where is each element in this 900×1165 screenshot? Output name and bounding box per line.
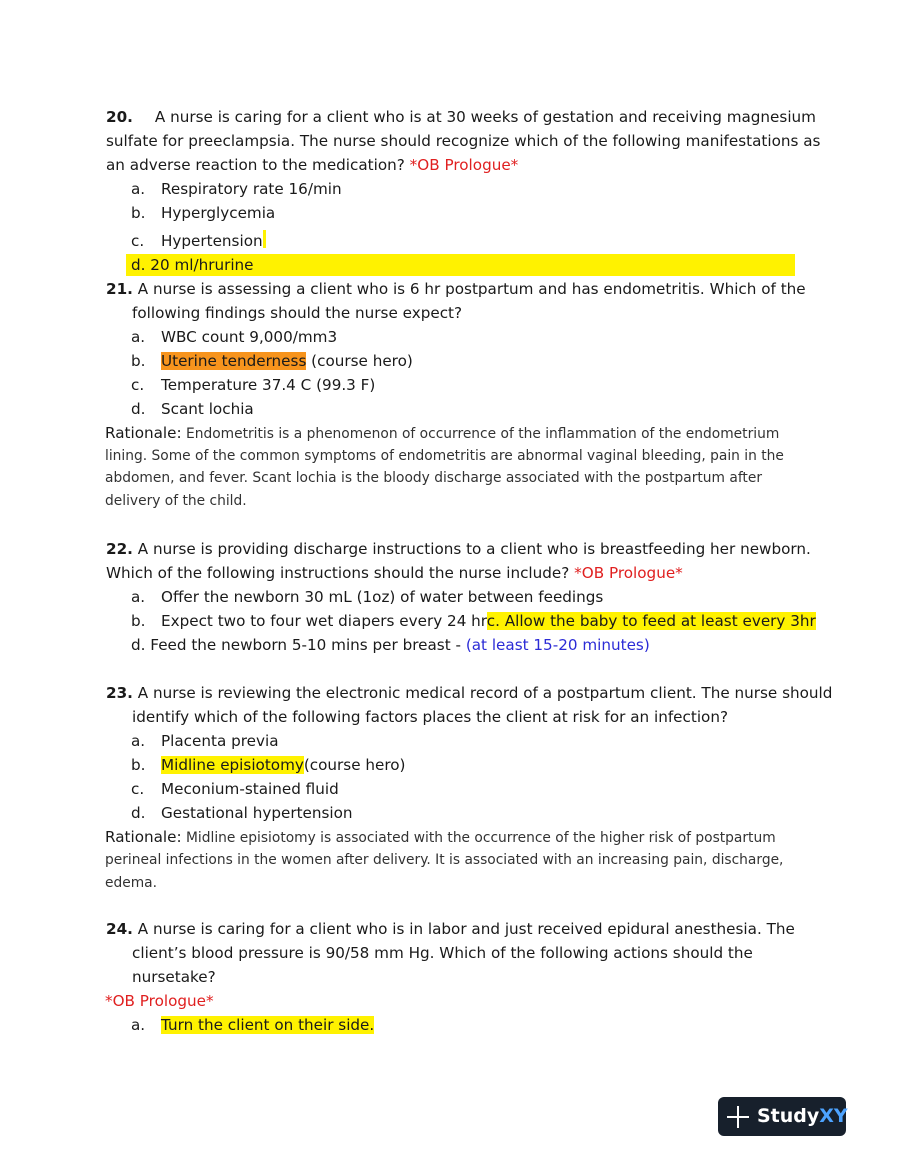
option-text: WBC count 9,000/mm3: [161, 328, 338, 346]
option-text: Expect two to four wet diapers every 24 hr: [161, 612, 487, 630]
q20-option-c: [131, 230, 266, 252]
q22-option-d: [131, 634, 650, 656]
q20-option-a: [131, 178, 342, 200]
q22-line2: [106, 562, 683, 584]
q20-answer-line: d. 20 ml/hrurine: [131, 256, 254, 274]
rationale-text: Midline episiotomy is associated with the occurrence of the higher risk of postpartum: [181, 830, 776, 846]
option-letter: c.: [131, 232, 145, 250]
q23-option-b: [131, 754, 405, 776]
q21-option-d: [131, 398, 254, 420]
option-letter: a.: [131, 732, 146, 750]
q22-line1: [106, 538, 811, 560]
q23-rationale-1: [105, 826, 776, 849]
option-text-highlighted: Turn the client on their side.: [161, 1016, 375, 1034]
rationale-text: Endometritis is a phenomenon of occurrence of the inflammation of the endometrium: [181, 426, 780, 442]
q24-tag: *OB Prologue*: [105, 992, 214, 1010]
q21-rationale-4: delivery of the child.: [105, 493, 247, 509]
q22-text-2: Which of the following instructions should the nurse include?: [106, 564, 570, 582]
q20-tag: *OB Prologue*: [409, 156, 519, 174]
option-letter: a.: [131, 328, 146, 346]
option-letter: d.: [131, 804, 146, 822]
studyxy-logo[interactable]: [718, 1097, 846, 1136]
q20-text-1: A nurse is caring for a client who is at 30 weeks of gestation and receiving magnesium: [154, 108, 816, 126]
q20-number: 20.: [106, 108, 133, 126]
q21-option-c: [131, 374, 375, 396]
option-text: Hyperglycemia: [161, 204, 276, 222]
q23-text-1: A nurse is reviewing the electronic medical record of a postpartum client. The nurse should: [137, 684, 833, 702]
q24-text-1: A nurse is caring for a client who is in labor and just received epidural anesthesia. The: [137, 920, 795, 938]
option-text-highlighted: Uterine tenderness: [161, 352, 307, 370]
q22-option-c-highlighted: c. Allow the baby to feed at least every 3hr: [486, 612, 816, 630]
option-text: Hypertension: [161, 232, 263, 250]
q21-rationale-2: lining. Some of the common symptoms of endometritis are abnormal vaginal bleeding, pain in the: [105, 448, 784, 464]
brand-name-accent: XY: [819, 1105, 848, 1127]
rationale-label: Rationale:: [105, 424, 182, 442]
option-text-highlighted: Midline episiotomy: [161, 756, 304, 774]
q22-option-b: [131, 610, 816, 632]
option-letter: b.: [131, 756, 146, 774]
q20-text-3: an adverse reaction to the medication?: [106, 156, 405, 174]
q21-line2: following findings should the nurse expect?: [132, 304, 463, 322]
brand-name-main: Study: [757, 1105, 820, 1127]
option-letter: b.: [131, 352, 146, 370]
rationale-label: Rationale:: [105, 828, 182, 846]
option-letter: b.: [131, 204, 146, 222]
option-note: (at least 15-20 minutes): [465, 636, 650, 654]
q23-option-d: [131, 802, 353, 824]
q23-rationale-2: perineal infections in the women after delivery. It is associated with an increasing pain, discharge,: [105, 852, 784, 868]
option-letter: a.: [131, 1016, 146, 1034]
option-text: Gestational hypertension: [161, 804, 353, 822]
option-text: d. Feed the newborn 5-10 mins per breast: [131, 636, 451, 654]
q22-tag: *OB Prologue*: [574, 564, 683, 582]
q24-number: 24.: [106, 920, 133, 938]
q22-number: 22.: [106, 540, 133, 558]
q24-line2: client’s blood pressure is 90/58 mm Hg. Which of the following actions should the: [132, 944, 753, 962]
q20-line2: sulfate for preeclampsia. The nurse should recognize which of the following manifestations as: [106, 132, 821, 150]
highlight-mark: [263, 230, 266, 248]
option-text: Placenta previa: [161, 732, 279, 750]
q21-line1: [106, 278, 806, 300]
q22-option-a: [131, 586, 603, 608]
option-letter: a.: [131, 180, 146, 198]
option-text: Respiratory rate 16/min: [161, 180, 342, 198]
q23-option-a: [131, 730, 279, 752]
option-note: (course hero): [303, 756, 406, 774]
brand-name: [757, 1097, 848, 1136]
option-letter: b.: [131, 612, 146, 630]
q21-rationale-3: abdomen, and fever. Scant lochia is the bloody discharge associated with the postpartum after: [105, 470, 763, 486]
q21-option-a: [131, 326, 337, 348]
option-letter: c.: [131, 780, 145, 798]
q23-number: 23.: [106, 684, 133, 702]
option-text: Scant lochia: [161, 400, 254, 418]
q21-option-b: [131, 350, 413, 372]
option-text: Meconium-stained fluid: [161, 780, 339, 798]
q20-option-b: [131, 202, 275, 224]
q23-option-c: [131, 778, 339, 800]
option-letter: d.: [131, 400, 146, 418]
plus-icon: [727, 1106, 749, 1128]
q23-line2: identify which of the following factors places the client at risk for an infection?: [132, 708, 729, 726]
q22-text-1: A nurse is providing discharge instructions to a client who is breastfeeding her newborn.: [137, 540, 811, 558]
q21-rationale-1: [105, 422, 779, 445]
option-dash: -: [450, 636, 466, 654]
q24-option-a: [131, 1014, 374, 1036]
option-letter: c.: [131, 376, 145, 394]
q24-line3: nursetake?: [132, 968, 216, 986]
q20-line1: [106, 106, 816, 128]
q20-line3: [106, 154, 518, 176]
q21-text-1: A nurse is assessing a client who is 6 hr postpartum and has endometritis. Which of the: [137, 280, 806, 298]
option-text: Offer the newborn 30 mL (1oz) of water between feedings: [161, 588, 604, 606]
option-text: Temperature 37.4 C (99.3 F): [161, 376, 376, 394]
q23-line1: [106, 682, 832, 704]
q21-number: 21.: [106, 280, 133, 298]
option-note: (course hero): [306, 352, 413, 370]
q23-rationale-3: edema.: [105, 875, 158, 891]
option-letter: a.: [131, 588, 146, 606]
q24-line1: [106, 918, 795, 940]
